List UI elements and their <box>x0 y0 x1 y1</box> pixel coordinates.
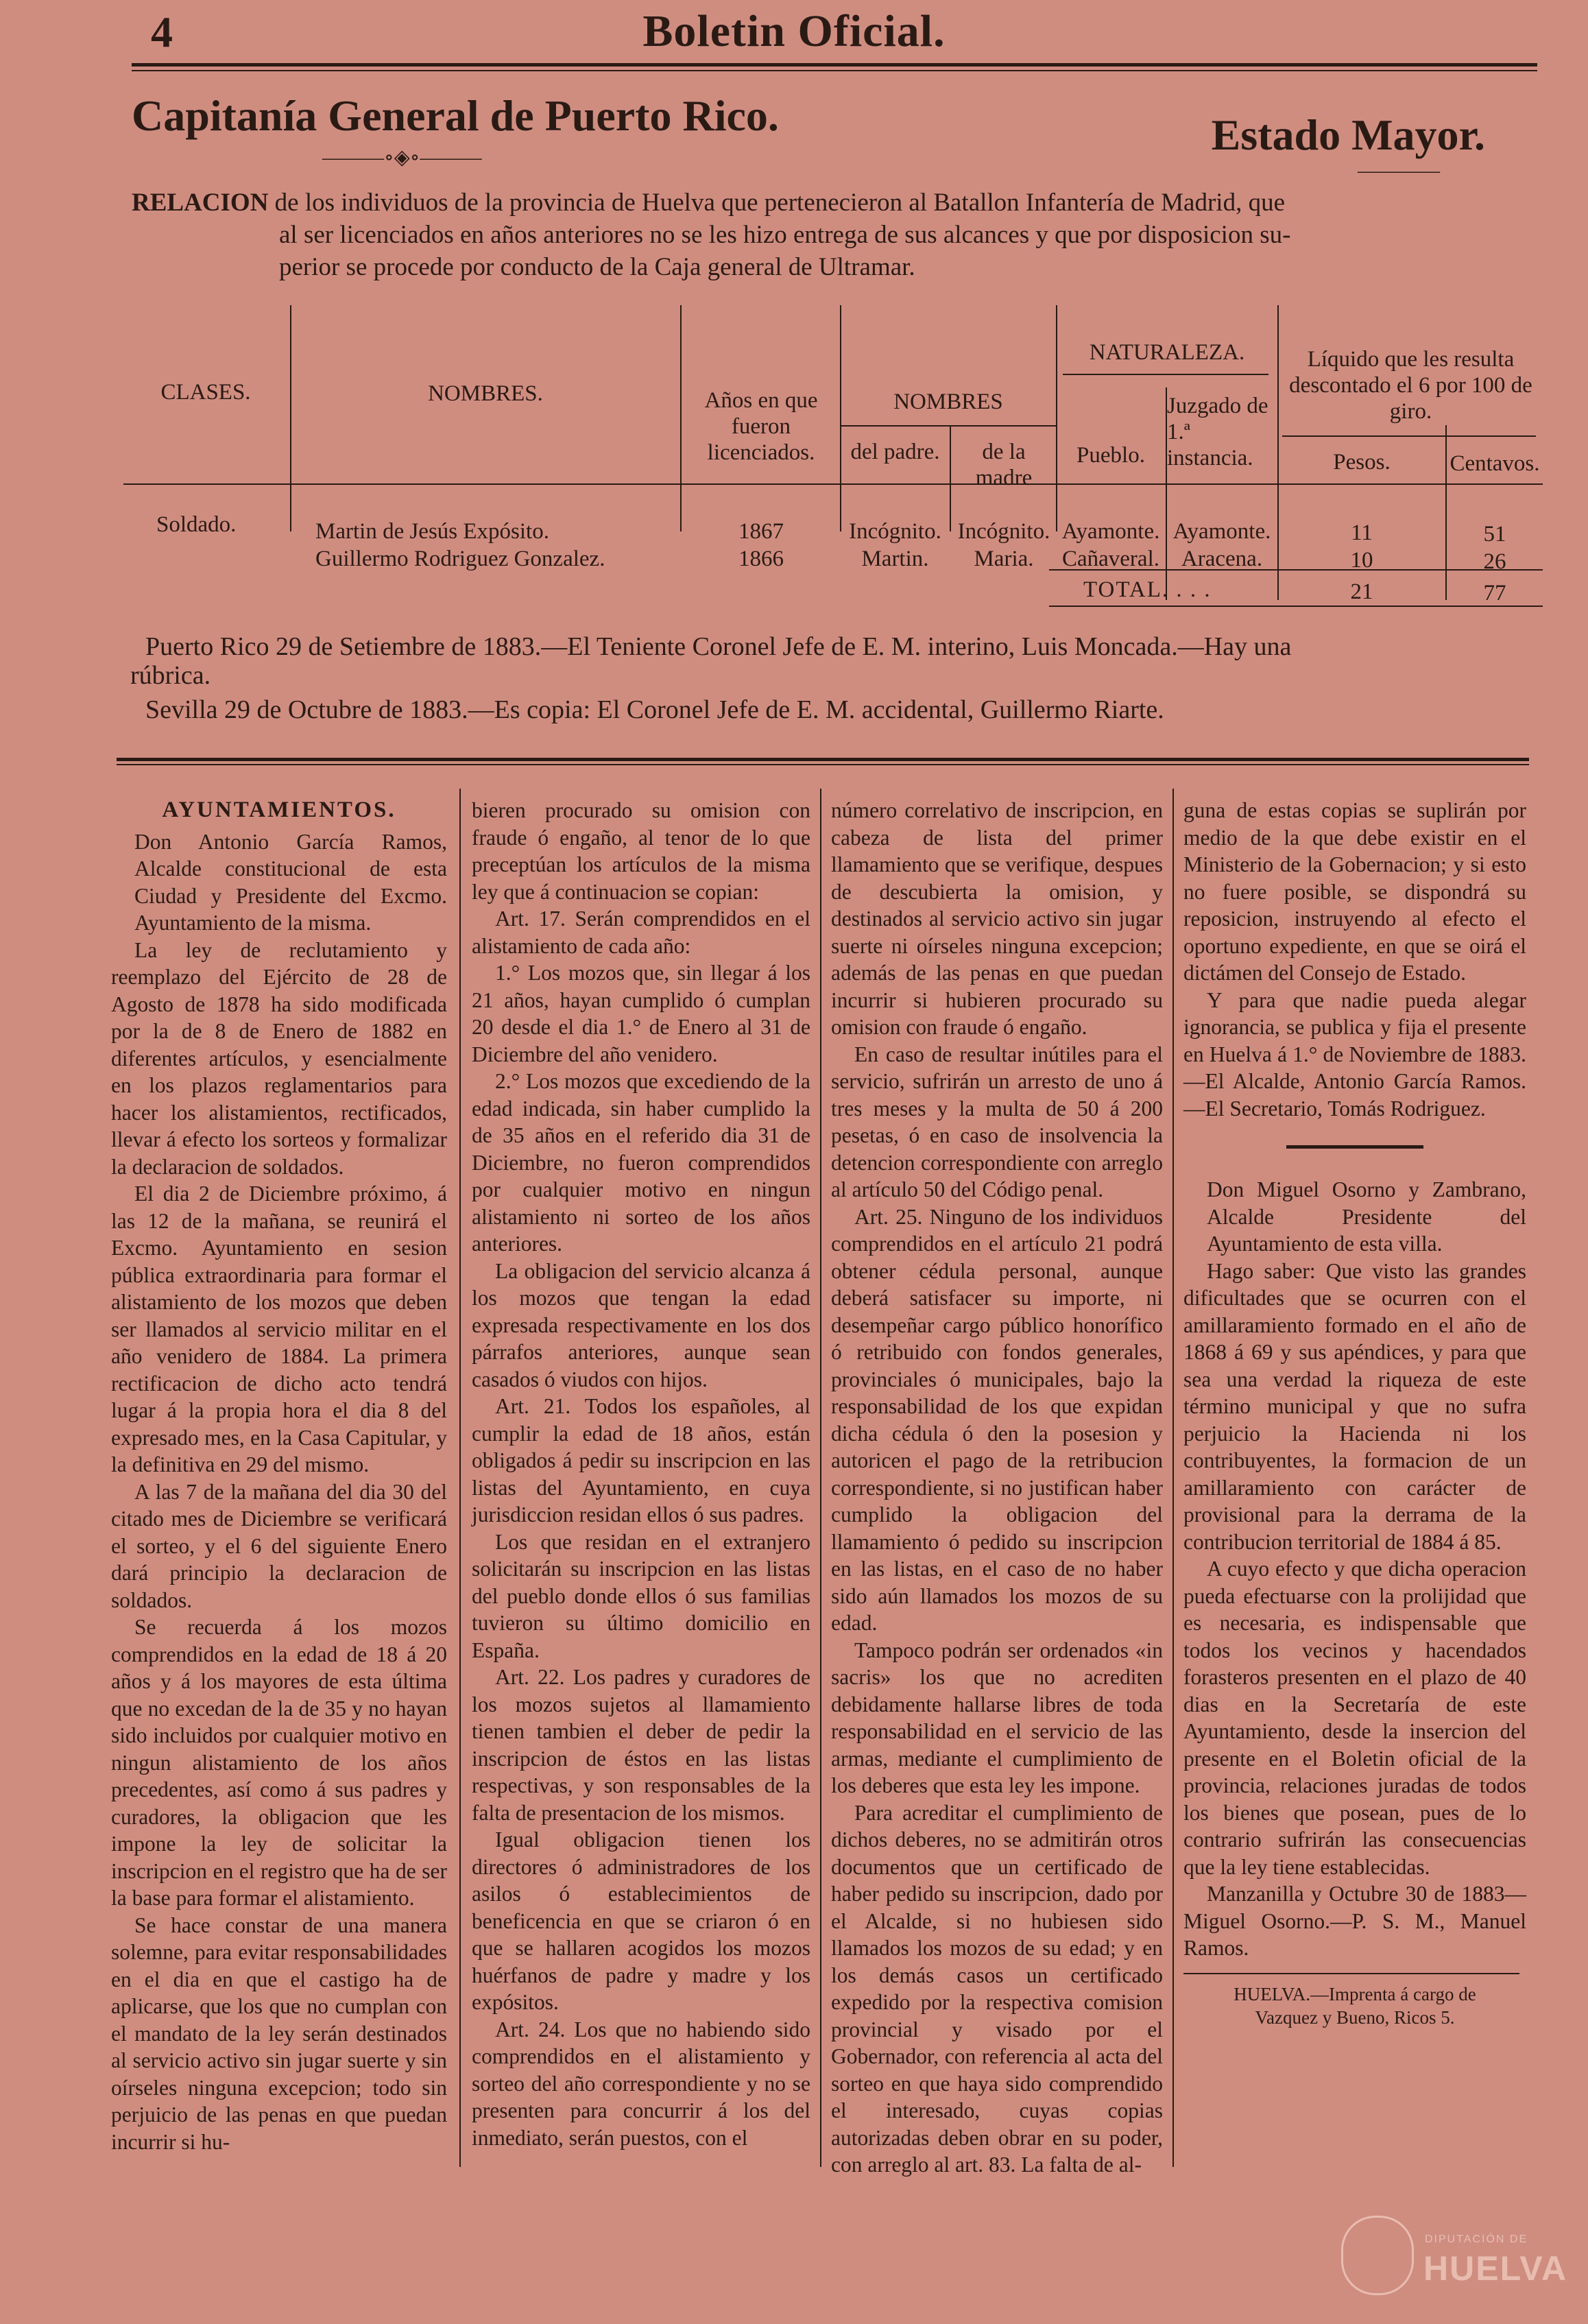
paragraph: Art. 22. Los padres y curadores de los mozos sujetos al llamamiento tienen tambien el deber de pedir la inscripcion de éstos en las listas respectivas, y son responsables de la falta de presentacion de los mismos. <box>472 1665 810 1825</box>
ornament-divider: ———— <box>1358 159 1440 182</box>
total-centavos: 77 <box>1483 581 1506 606</box>
intro-line2: al ser licenciados en años anteriores no se les hizo entrega de sus alcances y que por disposicion su- <box>279 221 1291 249</box>
imprenta-line1: HUELVA.—Imprenta á cargo de <box>1234 1983 1476 2004</box>
cell-madre: Maria. <box>974 547 1034 571</box>
total-label: TOTAL. . . . <box>1083 577 1212 602</box>
imprenta-line2: Vazquez y Bueno, Ricos 5. <box>1255 2006 1455 2028</box>
paragraph: Hago saber: Que visto las grandes dificultades que se ocurren con el amillaramiento formado en el año de 1868 á 69 y sus apéndices, y para que sea una verdad la riqueza de este término municipal y que no sufra perjuicio la Hacienda ni los contribuyentes, la formacion de un amillaramiento con carácter de provisional para la derrama de la contribucion territorial de 1884 á 85. <box>1183 1258 1526 1554</box>
table-divider <box>840 305 841 531</box>
header-anos: Años en que fueron licenciados. <box>704 388 818 465</box>
paragraph: 1.° Los mozos que, sin llegar á los 21 años, hayan cumplido ó cumplan 20 desde el dia 1.° de Enero al 31 de Diciembre del año venidero. <box>472 961 810 1066</box>
nombres-subrule <box>840 425 1056 427</box>
intro-line1: de los individuos de la provincia de Huelva que pertenecieron al Batallon Infantería de Madrid, que <box>268 189 1285 217</box>
cell-pueblo: Ayamonte. <box>1061 519 1160 544</box>
paragraph: La ley de reclutamiento y reemplazo del Ejército de 28 de Agosto de 1878 ha sido modificada por la de 8 de Enero de 1882 en diferentes artículos, y esencialmente en los plazos reglamentarios para hacer los alistamientos, rectificados, llevar á efecto los sorteos y formalizar la declaracion de soldados. <box>111 937 447 1179</box>
masthead-title: Boletin Oficial. <box>642 6 946 56</box>
cell-padre: Martin. <box>861 547 929 571</box>
paragraph: Art. 24. Los que no habiendo sido comprendidos en el alistamiento y sorteo del año correspondiente y no se presenten para concurrir á los del inmediato, serán puestos, con el <box>472 2017 810 2150</box>
paragraph: Para acreditar el cumplimiento de dichos deberes, no se admitirán otros documentos que un certificado de haber pedido su inscripcion, dado por el Alcalde, si no hubiesen sido llamados los mozos de su edad; y en los demás casos un certificado expedido por la respectiva comision provincial y visado por el Gobernador, con referencia al acta del sorteo en que haya sido comprendido el interesado, cuyas copias autorizadas deben obrar en su poder, con arreglo al art. 83. La falta de al- <box>831 1800 1163 2177</box>
column-1 <box>111 797 447 2155</box>
table-divider <box>290 305 291 531</box>
table-divider <box>950 425 951 531</box>
header-juzgado: Juzgado de 1.ª instancia. <box>1167 394 1268 470</box>
cell-nombre: Martin de Jesús Expósito. <box>315 519 549 544</box>
imprenta-rule <box>1183 1973 1519 1974</box>
paragraph: Y para que nadie pueda alegar ignorancia, se publica y fija el presente en Huelva á 1.° de Noviembre de 1883.—El Alcalde, Antonio García Ramos.—El Secretario, Tomás Rodriguez. <box>1183 987 1526 1121</box>
header-centavos: Centavos. <box>1449 451 1540 476</box>
closing-line3: Sevilla 29 de Octubre de 1883.—Es copia: El Coronel Jefe de E. M. accidental, Guillermo Riarte. <box>145 695 1164 724</box>
cell-madre: Incógnito. <box>957 519 1050 544</box>
cell-centavos: 51 <box>1483 522 1506 547</box>
total-pesos: 21 <box>1350 579 1373 604</box>
paragraph: Se recuerda á los mozos comprendidos en la edad de 18 á 20 años y á los mayores de esta última que no excedan de la de 35 y no hayan sido incluidos por cualquier motivo en ningun alistamiento de los años precedentes, así como á sus padres y curadores, la obligacion que les impone la ley de solicitar la inscripcion en el registro que ha de ser la base para formar el alistamiento. <box>111 1615 447 1910</box>
watermark-text: HUELVA <box>1423 2249 1568 2288</box>
watermark-seal <box>1341 2209 1568 2305</box>
column-4 <box>1183 797 1526 2029</box>
table-divider <box>1277 305 1279 600</box>
cell-centavos: 26 <box>1483 549 1506 574</box>
coat-of-arms-icon <box>1341 2216 1414 2295</box>
cell-pueblo: Cañaveral. <box>1061 547 1159 571</box>
closing-line1: Puerto Rico 29 de Setiembre de 1883.—El Teniente Coronel Jefe de E. M. interino, Luis Moncada.—Hay una <box>145 632 1292 661</box>
paragraph: Don Antonio García Ramos, Alcalde constitucional de esta Ciudad y Presidente del Excmo. Ayuntamiento de la misma. <box>134 829 447 935</box>
header-pueblo: Pueblo. <box>1076 443 1145 468</box>
paragraph: La obligacion del servicio alcanza á los mozos que tengan la edad expresada respectivamente en los dos párrafos anteriores, aunque sean casados ó viudos con hijos. <box>472 1258 810 1391</box>
column-3 <box>831 797 1163 2179</box>
paragraph: En caso de resultar inútiles para el servicio, sufrirán un arresto de uno á tres meses y la multa de 50 á 200 pesetas, ó en caso de insolvencia la detencion correspondiente con arreglo al artículo 50 del Código penal. <box>831 1042 1163 1201</box>
cell-clase: Soldado. <box>156 512 237 537</box>
section-divider <box>117 758 1529 761</box>
paragraph: bieren procurado su omision con fraude ó engaño, al tenor de lo que preceptúan los artículos de la misma ley que á continuacion se copian: <box>472 798 810 904</box>
paragraph: guna de estas copias se suplirán por medio de la que debe existir en el Ministerio de la Gobernacion; y si esto no fuere posible, se dispondrá su reposicion, instruyendo al efecto el oportuno expediente, en que se oirá el dictámen del Consejo de Estado. <box>1183 798 1526 985</box>
paragraph: Manzanilla y Octubre 30 de 1883—Miguel Osorno.—P. S. M., Manuel Ramos. <box>1183 1882 1526 1960</box>
paragraph: El dia 2 de Diciembre próximo, á las 12 de la mañana, se reunirá el Excmo. Ayuntamiento en sesion pública extraordinaria para formar el alistamiento de los mozos que deben ser llamados al servicio militar en el año venidero de 1884. La primera rectificacion de dicho acto tendrá lugar á la propia hora el dia 8 del expresado mes, en la Casa Capitular, y la definitiva en 29 del mismo. <box>111 1182 447 1476</box>
column-rule <box>820 789 821 2167</box>
section-divider-thin <box>117 764 1529 765</box>
header-del-padre: del padre. <box>850 440 940 464</box>
column-divider <box>1286 1145 1423 1149</box>
column-2 <box>472 797 810 2151</box>
paragraph: Igual obligacion tienen los directores ó administradores de los asilos ó establecimientos de beneficencia en que se criaron ó en que se hallaren acogidos los mozos huérfanos de padre y madre y los expósitos. <box>472 1828 810 2014</box>
ornament-divider: ———∘◈∘——— <box>322 146 482 169</box>
paragraph: Art. 17. Serán comprendidos en el alistamiento de cada año: <box>472 907 810 958</box>
header-clases: CLASES. <box>160 380 251 405</box>
cell-nombre: Guillermo Rodriguez Gonzalez. <box>315 547 605 571</box>
section-heading: AYUNTAMIENTOS. <box>162 798 396 822</box>
cell-ano: 1866 <box>738 547 784 571</box>
cell-padre: Incógnito. <box>849 519 941 544</box>
cell-juzgado: Ayamonte. <box>1172 519 1271 544</box>
paragraph: 2.° Los mozos que excediendo de la edad indicada, sin haber cumplido la de 35 años en el referido dia 31 de Diciembre, no fueron comprendidos por cualquier motivo en ningun alistamiento ni sorteo de los años anteriores. <box>472 1069 810 1256</box>
column-rule <box>459 789 461 2167</box>
closing-line2: rúbrica. <box>130 661 211 690</box>
cell-juzgado: Aracena. <box>1181 547 1263 571</box>
cell-ano: 1867 <box>738 519 784 544</box>
header-nombres-padres: NOMBRES <box>893 390 1003 414</box>
header-pesos: Pesos. <box>1333 450 1391 475</box>
section-header-right: Estado Mayor. <box>1211 110 1485 159</box>
cell-pesos: 10 <box>1350 548 1373 573</box>
intro-line3: perior se procede por conducto de la Caja general de Ultramar. <box>279 253 915 281</box>
naturaleza-subrule <box>1063 374 1268 375</box>
table-header-rule <box>123 483 1543 485</box>
paragraph: A cuyo efecto y que dicha operacion pueda efectuarse con la prolijidad que es necesaria, es indispensable que todos los vecinos y hacendados forasteros presenten en el plazo de 40 dias en la Secretaría de este Ayuntamiento, desde la insercion del presente en el Boletin oficial de la provincia, relaciones juradas de todos los bienes que posean, pues de lo contrario sufrirán las consecuencias que la ley tiene establecidas. <box>1183 1557 1526 1879</box>
cell-pesos: 11 <box>1351 520 1373 545</box>
paragraph: Se hace constar de una manera solemne, para evitar responsabilidades en el dia en que el castigo ha de aplicarse, que los que no cumplan con el mandato de la ley serán destinados al servicio activo sin jugar suerte y sin oírseles ninguna excepcion; todo sin perjuicio de las penas en que puedan incurrir si hu- <box>111 1913 447 2154</box>
header-liquido: Líquido que les resulta descontado el 6 por 100 de giro. <box>1289 347 1532 424</box>
header-naturaleza: NATURALEZA. <box>1089 340 1245 365</box>
masthead-rule-thin <box>132 70 1537 71</box>
intro-lead: RELACION <box>132 189 269 217</box>
paragraph: número correlativo de inscripcion, en cabeza de lista del primer llamamiento que se verifique, despues de descubierta la omision, y destinados al servicio activo sin jugar suerte ni oírseles ninguna excepcion; además de las penas en que puedan incurrir si hubieren procurado su omision con fraude ó engaño. <box>831 798 1163 1039</box>
relacion-intro <box>132 187 1544 283</box>
paragraph: Art. 21. Todos los españoles, al cumplir la edad de 18 años, están obligados á pedir su inscripcion en las listas del Ayuntamiento, en cuya jurisdiccion residan ellos ó sus padres. <box>472 1394 810 1526</box>
header-de-la-madre: de la madre <box>975 440 1033 490</box>
page-number: 4 <box>151 8 173 56</box>
table-divider <box>680 305 682 531</box>
section-header-left: Capitanía General de Puerto Rico. <box>132 91 779 140</box>
paragraph: Tampoco podrán ser ordenados «in sacris» los que no acrediten debidamente hallarse libres de toda responsabilidad en el servicio de las armas, mediante el cumplimiento de los deberes que esta ley les impone. <box>831 1638 1163 1797</box>
relacion-table <box>123 305 1543 627</box>
paragraph: Art. 25. Ninguno de los individuos comprendidos en el artículo 21 podrá obtener cédula personal, aunque deberá satisfacer su importe, ni desempeñar cargo público honorífico ó retribuido con fondos generales, provinciales ó municipales, bajo la responsabilidad de los que expidan dicha cédula ó den la posesion y autoricen el pago de la retribucion correspondiente, si no justifican haber cumplido la obligacion del llamamiento ó pedido su inscripcion en las listas, en el caso de no haber sido aún llamados los mozos de su edad. <box>831 1204 1163 1635</box>
masthead-rule <box>132 63 1537 67</box>
paragraph: A las 7 de la mañana del dia 30 del citado mes de Diciembre se verificará el sorteo, y el 6 del siguiente Enero dará principio la declaracion de soldados. <box>111 1479 447 1612</box>
watermark-sub: DIPUTACIÓN DE <box>1425 2233 1528 2245</box>
paragraph: Don Miguel Osorno y Zambrano, Alcalde Presidente del Ayuntamiento de esta villa. <box>1207 1177 1526 1256</box>
header-nombres: NOMBRES. <box>428 381 543 406</box>
column-rule <box>1172 789 1174 2167</box>
paragraph: Los que residan en el extranjero solicitarán su inscripcion en las listas del pueblo donde ellos ó sus familias tuvieron su último domicilio en España. <box>472 1529 810 1662</box>
liquido-subrule <box>1282 435 1536 437</box>
